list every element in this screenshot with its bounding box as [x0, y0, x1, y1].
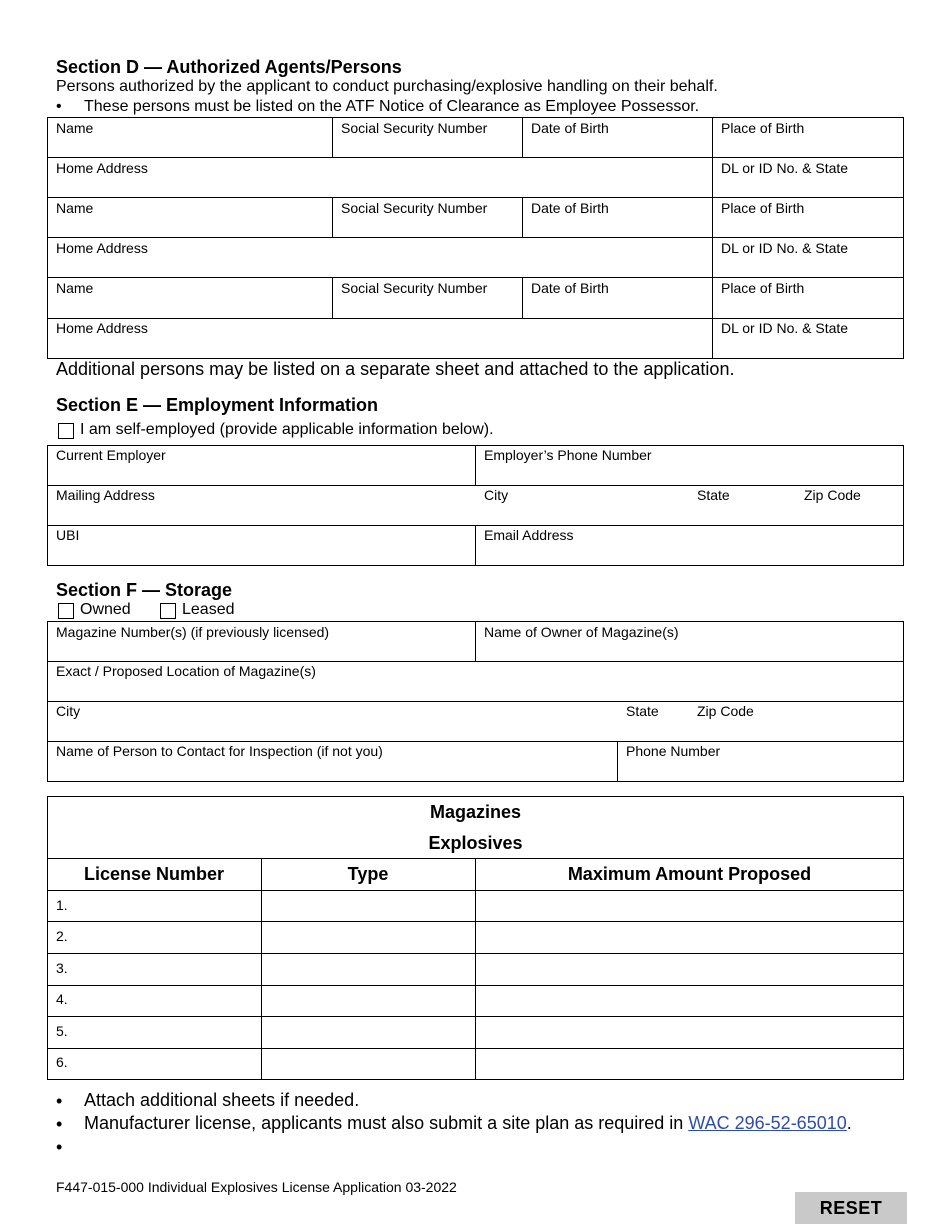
- magazine-numbers-field[interactable]: Magazine Number(s) (if previously licensed): [56, 624, 330, 640]
- table-row-number[interactable]: 3.: [56, 960, 68, 976]
- leased-checkbox[interactable]: [160, 603, 176, 619]
- additional-persons-note: Additional persons may be listed on a separate sheet and attached to the application.: [56, 359, 735, 379]
- table-row-number[interactable]: 1.: [56, 897, 68, 913]
- wac-link[interactable]: WAC 296-52-65010: [688, 1113, 847, 1133]
- person1-name-field[interactable]: Name: [56, 120, 94, 136]
- site-plan-end: .: [846, 1113, 852, 1133]
- storage-state-field[interactable]: State: [626, 703, 659, 719]
- inspection-phone-field[interactable]: Phone Number: [626, 743, 721, 759]
- owned-label: Owned: [80, 601, 131, 618]
- bullet-attach-sheets: Attach additional sheets if needed.: [84, 1090, 360, 1110]
- bullet-dot: •: [56, 1137, 63, 1157]
- header-type: Type: [347, 864, 389, 884]
- reset-button[interactable]: RESET: [795, 1192, 907, 1224]
- table-row-number[interactable]: 2.: [56, 928, 68, 944]
- current-employer-field[interactable]: Current Employer: [56, 447, 166, 463]
- bullet-site-plan: [84, 1113, 852, 1134]
- bullet-dot: •: [56, 1114, 63, 1134]
- ubi-field[interactable]: UBI: [56, 527, 80, 543]
- header-license-number: License Number: [83, 864, 225, 884]
- owned-checkbox[interactable]: [58, 603, 74, 619]
- person2-dob-field[interactable]: Date of Birth: [531, 200, 609, 216]
- section-d-title: Section D — Authorized Agents/Persons: [56, 57, 402, 77]
- self-employed-label: I am self-employed (provide applicable information below).: [80, 421, 494, 438]
- explosives-title: Explosives: [428, 833, 523, 853]
- form-id: F447-015-000 Individual Explosives License Application 03-2022: [56, 1179, 457, 1195]
- person2-ssn-field[interactable]: Social Security Number: [341, 200, 488, 216]
- leased-label: Leased: [182, 601, 235, 618]
- person1-dob-field[interactable]: Date of Birth: [531, 120, 609, 136]
- person3-name-field[interactable]: Name: [56, 280, 94, 296]
- table-row-number[interactable]: 4.: [56, 991, 68, 1007]
- section-d-intro: Persons authorized by the applicant to conduct purchasing/explosive handling on their behalf.: [56, 78, 718, 95]
- self-employed-checkbox[interactable]: [58, 423, 74, 439]
- employer-city-field[interactable]: City: [484, 487, 509, 503]
- person3-dob-field[interactable]: Date of Birth: [531, 280, 609, 296]
- person2-address-field[interactable]: Home Address: [56, 240, 148, 256]
- person3-ssn-field[interactable]: Social Security Number: [341, 280, 488, 296]
- mailing-address-field[interactable]: Mailing Address: [56, 487, 155, 503]
- section-e-title: Section E — Employment Information: [56, 395, 379, 415]
- employer-state-field[interactable]: State: [697, 487, 730, 503]
- person2-name-field[interactable]: Name: [56, 200, 94, 216]
- table-row-number[interactable]: 6.: [56, 1054, 68, 1070]
- section-d-bullet: These persons must be listed on the ATF Notice of Clearance as Employee Possessor.: [84, 98, 700, 115]
- bullet-dot: •: [56, 1091, 63, 1111]
- header-maximum-amount: Maximum Amount Proposed: [567, 864, 812, 884]
- employer-zip-field[interactable]: Zip Code: [804, 487, 861, 503]
- storage-zip-field[interactable]: Zip Code: [697, 703, 754, 719]
- table-row-number[interactable]: 5.: [56, 1023, 68, 1039]
- bullet-dot: •: [56, 98, 62, 115]
- person1-address-field[interactable]: Home Address: [56, 160, 148, 176]
- section-f-title: Section F — Storage: [56, 580, 233, 600]
- email-field[interactable]: Email Address: [484, 527, 574, 543]
- person3-dl-field[interactable]: DL or ID No. & State: [721, 320, 849, 336]
- storage-city-field[interactable]: City: [56, 703, 81, 719]
- employer-phone-field[interactable]: Employer’s Phone Number: [484, 447, 652, 463]
- magazine-location-field[interactable]: Exact / Proposed Location of Magazine(s): [56, 663, 316, 679]
- inspection-contact-field[interactable]: Name of Person to Contact for Inspection (if not you): [56, 743, 383, 759]
- person2-pob-field[interactable]: Place of Birth: [721, 200, 805, 216]
- person3-address-field[interactable]: Home Address: [56, 320, 148, 336]
- person1-ssn-field[interactable]: Social Security Number: [341, 120, 488, 136]
- person1-pob-field[interactable]: Place of Birth: [721, 120, 805, 136]
- magazine-owner-field[interactable]: Name of Owner of Magazine(s): [484, 624, 679, 640]
- person3-pob-field[interactable]: Place of Birth: [721, 280, 805, 296]
- person1-dl-field[interactable]: DL or ID No. & State: [721, 160, 849, 176]
- magazines-title: Magazines: [429, 802, 522, 822]
- person2-dl-field[interactable]: DL or ID No. & State: [721, 240, 849, 256]
- site-plan-text: Manufacturer license, applicants must also submit a site plan as required in: [84, 1113, 689, 1133]
